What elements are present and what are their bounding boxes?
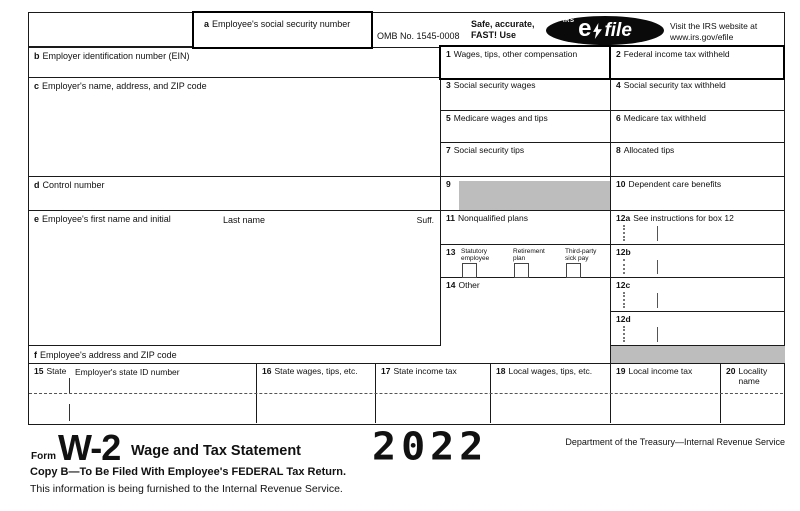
box-9-label: 9	[446, 179, 451, 189]
box-12c-amount-divider	[657, 293, 658, 308]
omb-number: OMB No. 1545-0008	[377, 31, 460, 41]
box-d-label: d Control number	[34, 180, 105, 190]
box-9-shaded	[441, 177, 611, 211]
box-d-control-number-field[interactable]	[29, 177, 441, 211]
box-20-label: 20 Locality name	[726, 366, 768, 386]
box-12b-amount-divider	[657, 260, 658, 274]
copy-b-line: Copy B—To Be Filed With Employee's FEDERAL Tax Return.	[30, 466, 347, 478]
box-13-checkboxes	[441, 245, 611, 278]
box-8-allocated-tips-field[interactable]	[611, 143, 785, 177]
box-7-ss-tips-field[interactable]	[441, 143, 611, 177]
box-6-label: 6 Medicare tax withheld	[616, 113, 706, 123]
box-15-label: 15 State	[34, 366, 67, 376]
third-party-sick-pay-label: Third-party sick pay	[565, 248, 597, 263]
box-b-label: b Employer identification number (EIN)	[34, 51, 190, 61]
box-17-label: 17 State income tax	[381, 366, 457, 376]
box-13-label: 13	[446, 247, 456, 257]
box-3-ss-wages-field[interactable]	[441, 78, 611, 111]
form-word: Form	[31, 451, 56, 462]
box-c-employer-field[interactable]	[29, 78, 441, 177]
last-name-label: Last name	[223, 215, 266, 225]
w2-form	[28, 12, 785, 425]
suffix-label: Suff.	[416, 215, 434, 225]
box-12a-field[interactable]	[611, 211, 785, 245]
box-c-label: c Employer's name, address, and ZIP code	[34, 81, 207, 91]
box-14-other-field[interactable]	[441, 278, 611, 364]
box-12b-code-divider	[623, 259, 625, 274]
box-2-federal-tax-field[interactable]	[609, 45, 785, 80]
box-a-ssn-field[interactable]	[192, 11, 373, 49]
efile-file-text: file	[604, 20, 632, 41]
efile-tagline: Safe, accurate, FAST! Use	[471, 19, 535, 41]
box-1-wages-field[interactable]	[439, 45, 613, 80]
state-divider-tick-top	[69, 378, 70, 393]
box-f-employee-address-field[interactable]	[29, 346, 441, 364]
box-b-ein-field[interactable]	[29, 47, 441, 78]
checkbox-third-party-sick-pay[interactable]	[566, 263, 581, 278]
box-10-dependent-care-field[interactable]	[611, 177, 785, 211]
box-e-employee-name-field[interactable]	[29, 211, 441, 346]
box-8-label: 8 Allocated tips	[616, 145, 675, 155]
box-12d-code-divider	[623, 326, 625, 342]
employer-state-id-label: Employer's state ID number	[75, 367, 180, 377]
checkbox-statutory-employee[interactable]	[462, 263, 477, 278]
box-14-label: 14 Other	[446, 280, 480, 290]
box-7-label: 7 Social security tips	[446, 145, 525, 155]
box-2-label: 2 Federal income tax withheld	[616, 49, 730, 59]
box-16-label: 16 State wages, tips, etc.	[262, 366, 358, 376]
box-3-label: 3 Social security wages	[446, 80, 536, 90]
box-18-label: 18 Local wages, tips, etc.	[496, 366, 593, 376]
gray-bar-below-12d	[611, 346, 785, 364]
box-12c-field[interactable]	[611, 278, 785, 312]
box-12c-label: 12c	[616, 280, 631, 290]
box-f-label: f Employee's address and ZIP code	[34, 350, 177, 360]
box-5-medicare-wages-field[interactable]	[441, 111, 611, 143]
retirement-plan-label: Retirement plan	[513, 248, 545, 263]
irs-website-note: Visit the IRS website at www.irs.gov/efile	[670, 21, 758, 43]
box-a-label: a Employee's social security number	[204, 19, 351, 29]
box-4-label: 4 Social security tax withheld	[616, 80, 726, 90]
box-4-ss-tax-field[interactable]	[611, 78, 785, 111]
furnished-line: This information is being furnished to the Internal Revenue Service.	[30, 483, 343, 495]
irs-efile-logo	[546, 16, 664, 45]
department-line: Department of the Treasury—Internal Revenue Service	[565, 437, 785, 447]
box-e-label: e Employee's first name and initial	[34, 214, 171, 224]
box-6-medicare-tax-field[interactable]	[611, 111, 785, 143]
box-12d-label: 12d	[616, 314, 631, 324]
state-table-row-divider	[29, 393, 783, 394]
form-number: W-2	[58, 427, 121, 468]
box-5-label: 5 Medicare wages and tips	[446, 113, 548, 123]
box-12c-code-divider	[623, 292, 625, 308]
irs-logo-text: IRS	[563, 18, 575, 24]
checkbox-retirement-plan[interactable]	[514, 263, 529, 278]
box-12a-label: 12a See instructions for box 12	[616, 213, 734, 223]
box-12a-amount-divider	[657, 226, 658, 241]
box-11-nonqualified-plans-field[interactable]	[441, 211, 611, 245]
top-left-empty-box[interactable]	[29, 13, 194, 47]
tax-year: 2022	[372, 425, 489, 469]
box-1-label: 1 Wages, tips, other compensation	[446, 49, 578, 59]
efile-e-letter: e	[578, 15, 592, 42]
box-12b-field[interactable]	[611, 245, 785, 278]
box-10-label: 10 Dependent care benefits	[616, 179, 722, 189]
box-12a-code-divider	[623, 225, 625, 241]
box-12d-field[interactable]	[611, 312, 785, 346]
box-9-gray-fill	[459, 181, 610, 210]
box-12d-amount-divider	[657, 327, 658, 342]
box-19-label: 19 Local income tax	[616, 366, 693, 376]
statutory-employee-label: Statutory employee	[461, 248, 490, 263]
box-12b-label: 12b	[616, 247, 631, 257]
box-11-label: 11 Nonqualified plans	[446, 213, 528, 223]
form-title: Wage and Tax Statement	[131, 443, 302, 459]
lightning-bolt-icon	[593, 23, 602, 39]
state-divider-tick-bottom	[69, 404, 70, 421]
